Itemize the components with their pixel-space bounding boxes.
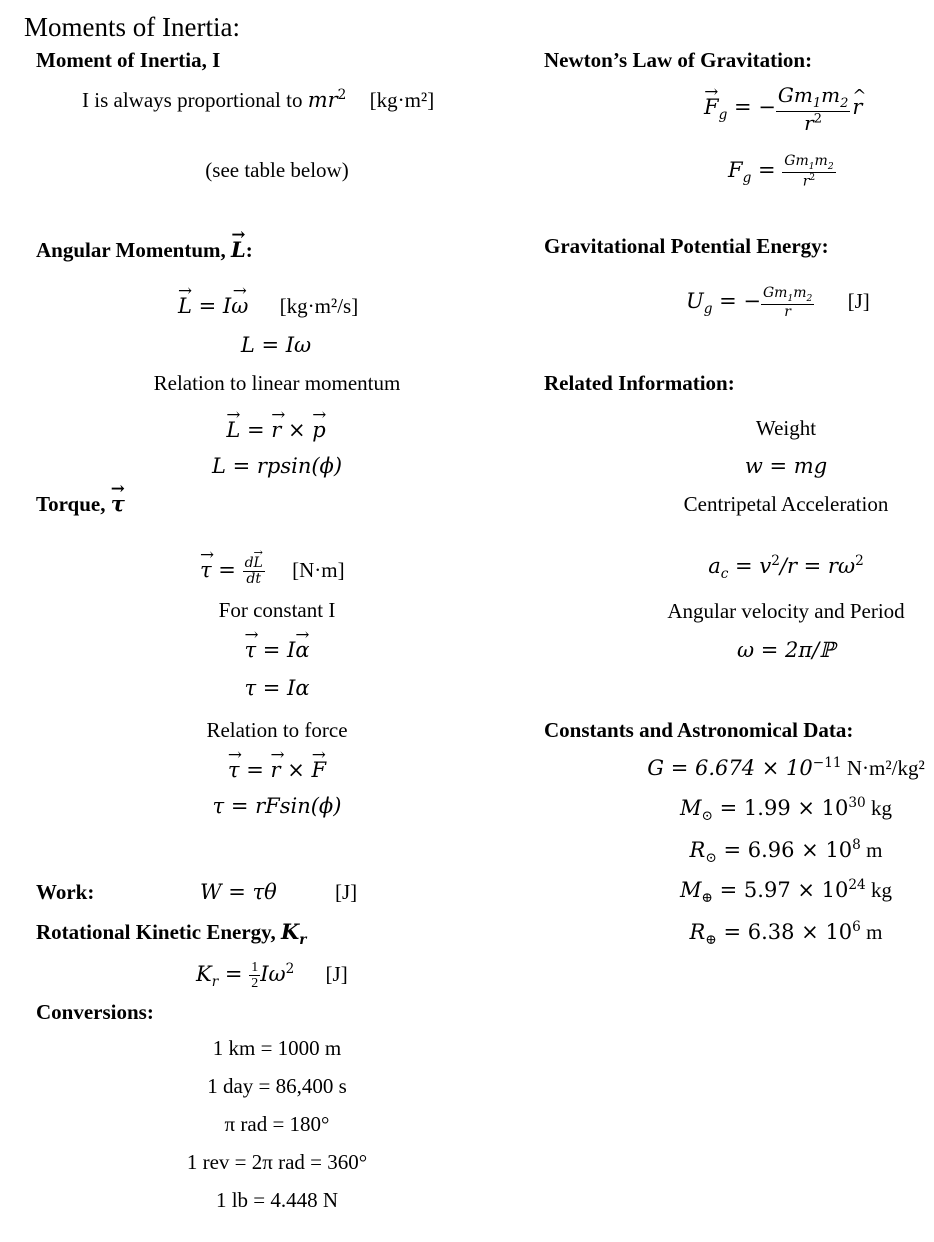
work-eq: W = τθ xyxy=(200,880,277,904)
angular-velocity-label: Angular velocity and Period xyxy=(667,599,905,623)
constant-radius-earth: $R_\oplus = 6.38 \times 10^6$ m xyxy=(689,919,883,949)
gpe-unit: [J] xyxy=(847,288,870,313)
angular-momentum-unit: [kg·m²/s] xyxy=(279,294,359,318)
angular-momentum-eq1: → L = I→ ω [kg·m²/s] xyxy=(178,294,358,318)
moi-heading: Moment of Inertia, I xyxy=(36,48,221,72)
gravitation-magnitude-eq: $F_g$ = $\frac{Gm_1m_2}{r^2}$ xyxy=(728,153,834,190)
moi-note: (see table below) xyxy=(205,158,349,182)
conversion-lb: 1 lb = 4.448 N xyxy=(215,1188,339,1212)
moi-statement xyxy=(82,88,434,112)
moi-unit: [kg·m²] xyxy=(369,88,435,112)
centripetal-eq: $a_c = v^2/r = r\omega^2$ xyxy=(708,553,864,583)
torque-constant: For constant I xyxy=(218,598,336,622)
weight-eq: w = mg xyxy=(744,454,828,478)
constant-G: $G = 6.674 \times 10^{-11}$ N·m²/kg² xyxy=(647,755,925,780)
page-title: Moments of Inertia: xyxy=(24,12,240,42)
work-unit: [J] xyxy=(335,880,358,904)
torque-unit: [N·m] xyxy=(292,557,345,582)
angular-momentum-relation: Relation to linear momentum xyxy=(153,371,401,395)
gpe-eq: $U_g$ = − $\frac{Gm_1m_2}{r}$ [J] xyxy=(686,285,870,320)
angular-momentum-eq2: L = Iω xyxy=(240,333,312,357)
rke-unit: [J] xyxy=(325,961,348,986)
torque-eq1: → τ = $\frac{d\to L}{dt}$ [N·m] xyxy=(200,556,345,588)
torque-eq3: τ = Iα xyxy=(244,676,310,700)
weight-label: Weight xyxy=(755,416,817,440)
angular-velocity-eq: ω = 2π/ℙ xyxy=(736,638,836,662)
gravitation-heading: Newton’s Law of Gravitation: xyxy=(544,48,813,72)
rke-heading: Rotational Kinetic Energy, $K_r$ xyxy=(36,919,307,949)
constants-heading: Constants and Astronomical Data: xyxy=(544,718,854,742)
torque-heading: Torque, → τ xyxy=(36,492,125,516)
constant-mass-earth: $M_\oplus = 5.97 \times 10^{24}$ kg xyxy=(680,877,892,907)
torque-eq5: τ = rFsin(ϕ) xyxy=(212,794,342,818)
torque-eq2: → τ = I→ α xyxy=(244,638,309,662)
rke-eq: $K_r$ = $\frac{1}{2}$ $I\omega^2$ [J] xyxy=(196,960,348,992)
angular-momentum-heading: Angular Momentum, → L: xyxy=(36,238,253,262)
angular-momentum-eq3: → L = → r × → p xyxy=(226,418,325,442)
constant-radius-sun: $R_⊙ = 6.96 \times 10^8$ m xyxy=(689,837,883,867)
torque-relation: Relation to force xyxy=(206,718,348,742)
moi-statement-text: I is always proportional to xyxy=(82,88,303,112)
moi-expr: $mr^2$ xyxy=(307,87,347,112)
conversion-rad: π rad = 180° xyxy=(224,1112,330,1136)
conversions-heading: Conversions: xyxy=(36,1000,154,1024)
related-heading: Related Information: xyxy=(544,371,735,395)
conversion-rev: 1 rev = 2π rad = 360° xyxy=(186,1150,368,1174)
gravitation-vector-eq: → $F_g$ = − $\frac{Gm_1m_2}{r^2}$ ^ r xyxy=(704,84,862,134)
angular-momentum-eq4: L = rpsin(ϕ) xyxy=(211,454,343,478)
conversion-km: 1 km = 1000 m xyxy=(212,1036,342,1060)
gpe-heading: Gravitational Potential Energy: xyxy=(544,234,829,258)
centripetal-label: Centripetal Acceleration xyxy=(683,492,889,516)
work-heading: Work: xyxy=(36,880,95,904)
torque-eq4: → τ = → r × → F xyxy=(228,758,326,782)
conversion-day: 1 day = 86,400 s xyxy=(207,1074,347,1098)
constant-mass-sun: $M_⊙ = 1.99 \times 10^{30}$ kg xyxy=(680,795,892,825)
